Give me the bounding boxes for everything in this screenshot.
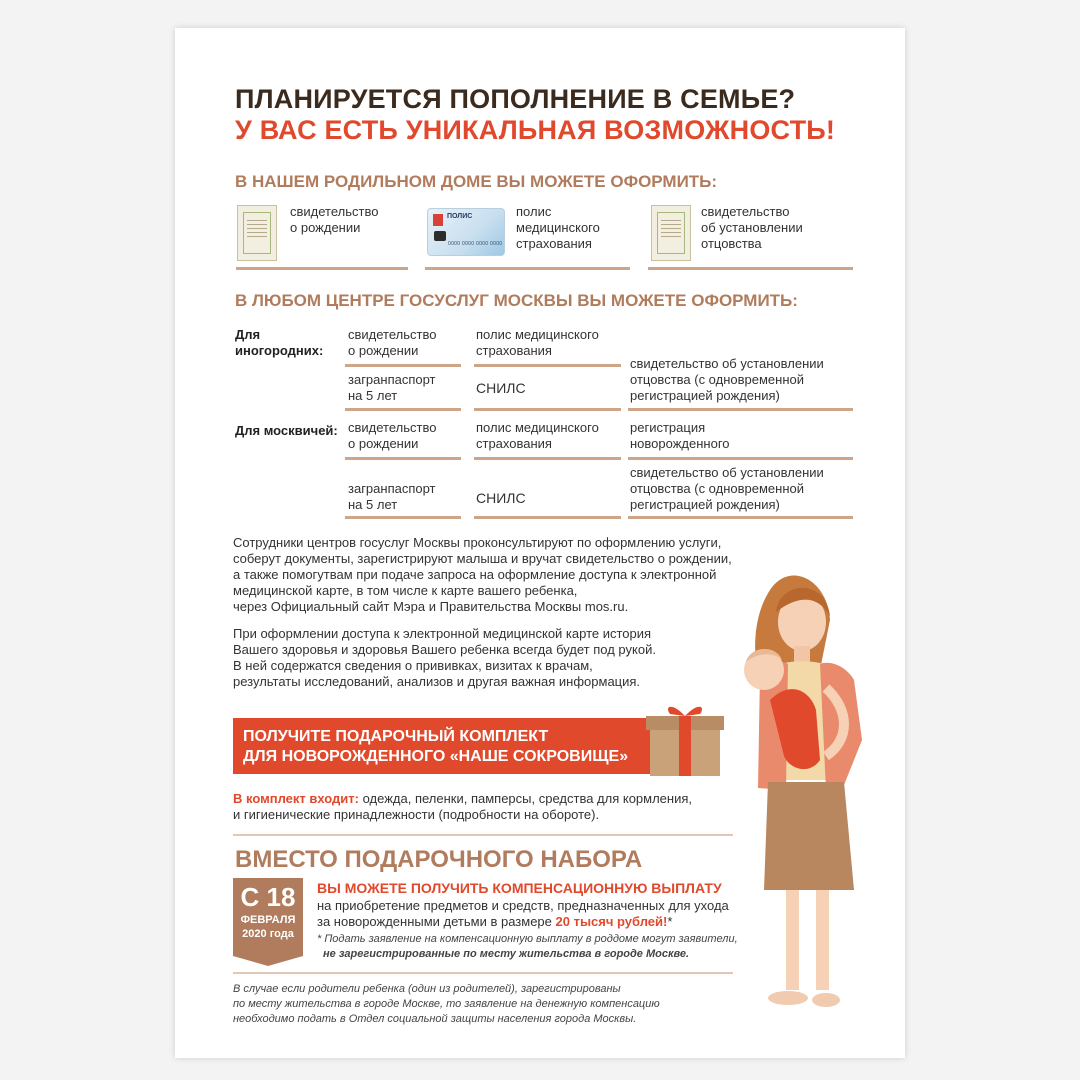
paragraph-line: В ней содержатся сведения о прививках, визитах к врачам, xyxy=(233,658,593,673)
paragraph-line: результаты исследований, анализов и другая важная информация. xyxy=(233,674,641,689)
gift-contents xyxy=(233,791,692,823)
divider xyxy=(474,364,621,367)
label-line: Для xyxy=(235,327,261,342)
gift-contents-line: и гигиенические принадлежности (подробности на обороте). xyxy=(233,807,600,822)
mother-with-baby-illustration xyxy=(730,560,880,1020)
cell-line: на 5 лет xyxy=(348,388,398,403)
paragraph-line: Сотрудники центров госуслуг Москвы проконсультируют по оформлению услуги, xyxy=(233,535,722,550)
divider xyxy=(345,364,461,367)
nr-snils: СНИЛС xyxy=(476,380,526,396)
divider xyxy=(233,834,733,836)
gosuslugi-section-title: В ЛЮБОМ ЦЕНТРЕ ГОСУСЛУГ МОСКВЫ ВЫ МОЖЕТЕ ОФОРМИТЬ: xyxy=(235,291,798,310)
divider xyxy=(345,408,461,411)
note-line: * Подать заявление на компенсационную выплату в роддоме могут заявители, xyxy=(317,933,738,945)
cell-line: свидетельство xyxy=(348,420,437,435)
cell-line: страхования xyxy=(476,436,552,451)
paragraph-line: через Официальный сайт Мэра и Правительства Москвы mos.ru. xyxy=(233,599,629,614)
paragraph-consultation xyxy=(233,535,732,615)
compensation-headline: ВЫ МОЖЕТЕ ПОЛУЧИТЬ КОМПЕНСАЦИОННУЮ ВЫПЛАТУ xyxy=(317,880,722,896)
m-snils: СНИЛС xyxy=(476,490,526,506)
divider xyxy=(628,516,853,519)
compensation-line: на приобретение предметов и средств, предназначенных для ухода xyxy=(317,898,729,913)
label-nonresidents xyxy=(235,327,323,359)
maternity-item-paternity xyxy=(701,204,803,252)
item-line: отцовства xyxy=(701,236,762,251)
card-title: ПОЛИС xyxy=(447,213,473,220)
divider xyxy=(425,267,630,270)
maternity-item-insurance xyxy=(516,204,600,252)
footer-line: по месту жительства в городе Москве, то заявление на денежную компенсацию xyxy=(233,998,660,1010)
gift-contents-line xyxy=(233,791,692,807)
cell-line: о рождении xyxy=(348,343,419,358)
m-insurance xyxy=(476,420,599,452)
cell-line: новорожденного xyxy=(630,436,730,451)
compensation-text: за новорожденными детьми в размере xyxy=(317,914,556,929)
date-month: ФЕВРАЛЯ xyxy=(240,914,296,926)
chip-icon xyxy=(434,231,446,241)
item-line: об установлении xyxy=(701,220,803,235)
maternity-item-birth-certificate xyxy=(290,204,378,236)
item-line: полис xyxy=(516,204,552,219)
paternity-certificate-icon xyxy=(651,205,691,261)
divider xyxy=(474,457,621,460)
paragraph-line: Вашего здоровья и здоровья Вашего ребенка всегда будет под рукой. xyxy=(233,642,656,657)
divider xyxy=(233,972,733,974)
footnote-mark: * xyxy=(667,914,673,929)
cell-line: регистрацией рождения) xyxy=(630,497,780,512)
divider xyxy=(648,267,853,270)
divider xyxy=(474,408,621,411)
divider xyxy=(474,516,621,519)
cell-line: отцовства (с одновременной xyxy=(630,372,805,387)
cell-line: свидетельство об установлении xyxy=(630,465,824,480)
note-line: не зарегистрированные по месту жительства в городе Москве. xyxy=(323,948,690,960)
maternity-section-title: В НАШЕМ РОДИЛЬНОМ ДОМЕ ВЫ МОЖЕТЕ ОФОРМИТЬ: xyxy=(235,172,718,191)
divider xyxy=(345,457,461,460)
card-number: 0000 0000 0000 0000 xyxy=(448,241,503,247)
compensation-line xyxy=(317,914,729,930)
item-line: свидетельство xyxy=(290,204,379,219)
paragraph-line: медицинской карте, в том числе к карте вашего ребенка, xyxy=(233,583,578,598)
date-badge xyxy=(233,878,303,956)
cell-line: о рождении xyxy=(348,436,419,451)
gift-line: ПОЛУЧИТЕ ПОДАРОЧНЫЙ КОМПЛЕКТ xyxy=(243,728,549,745)
divider xyxy=(345,516,461,519)
gift-contents-text: одежда, пеленки, памперсы, средства для кормления, xyxy=(358,791,693,806)
label-line: иногородних: xyxy=(235,343,324,358)
nr-insurance xyxy=(476,327,599,359)
gift-contents-label: В комплект входит: xyxy=(233,791,359,806)
nr-birth-certificate xyxy=(348,327,436,359)
compensation-note xyxy=(317,932,738,962)
gift-line: ДЛЯ НОВОРОЖДЕННОГО «НАШЕ СОКРОВИЩЕ» xyxy=(243,748,629,765)
paragraph-line: соберут документы, зарегистрируют малыша и вручат свидетельство о рождении, xyxy=(233,551,732,566)
paragraph-medical-card xyxy=(233,626,656,690)
item-line: о рождении xyxy=(290,220,361,235)
nr-paternity xyxy=(630,356,824,404)
m-registration xyxy=(630,420,730,452)
date-year: 2020 года xyxy=(242,928,294,940)
compensation-title: ВМЕСТО ПОДАРОЧНОГО НАБОРА xyxy=(235,846,643,873)
paragraph-line: При оформлении доступа к электронной медицинской карте история xyxy=(233,626,652,641)
m-passport xyxy=(348,481,436,513)
label-muscovites: Для москвичей: xyxy=(235,423,338,438)
cell-line: страхования xyxy=(476,343,552,358)
item-line: страхования xyxy=(516,236,592,251)
headline-opportunity: У ВАС ЕСТЬ УНИКАЛЬНАЯ ВОЗМОЖНОСТЬ! xyxy=(235,115,836,145)
cell-line: регистрацией рождения) xyxy=(630,388,780,403)
gift-box-icon xyxy=(646,702,724,776)
compensation-description xyxy=(317,898,729,930)
paragraph-line: а также помогутвам при подаче запроса на оформление доступа к электронной xyxy=(233,567,717,582)
cell-line: свидетельство xyxy=(348,327,437,342)
item-line: свидетельство xyxy=(701,204,790,219)
divider xyxy=(628,408,853,411)
divider xyxy=(628,457,853,460)
divider xyxy=(236,267,408,270)
date-day: С 18 xyxy=(240,882,296,912)
cell-line: регистрация xyxy=(630,420,706,435)
compensation-amount: 20 тысяч рублей! xyxy=(555,914,668,929)
m-paternity xyxy=(630,465,824,513)
gift-banner xyxy=(233,718,651,774)
item-line: медицинского xyxy=(516,220,600,235)
cell-line: свидетельство об установлении xyxy=(630,356,824,371)
birth-certificate-icon xyxy=(237,205,277,261)
insurance-card-icon xyxy=(427,208,505,256)
cell-line: загранпаспорт xyxy=(348,481,436,496)
cell-line: отцовства (с одновременной xyxy=(630,481,805,496)
footer-note xyxy=(233,982,660,1027)
cell-line: полис медицинского xyxy=(476,420,599,435)
headline-question: ПЛАНИРУЕТСЯ ПОПОЛНЕНИЕ В СЕМЬЕ? xyxy=(235,84,796,114)
cell-line: загранпаспорт xyxy=(348,372,436,387)
footer-line: В случае если родители ребенка (один из родителей), зарегистрированы xyxy=(233,983,621,995)
cell-line: на 5 лет xyxy=(348,497,398,512)
flag-icon xyxy=(433,214,443,226)
m-birth-certificate xyxy=(348,420,436,452)
nr-passport xyxy=(348,372,436,404)
cell-line: полис медицинского xyxy=(476,327,599,342)
footer-line: необходимо подать в Отдел социальной защиты населения города Москвы. xyxy=(233,1013,637,1025)
